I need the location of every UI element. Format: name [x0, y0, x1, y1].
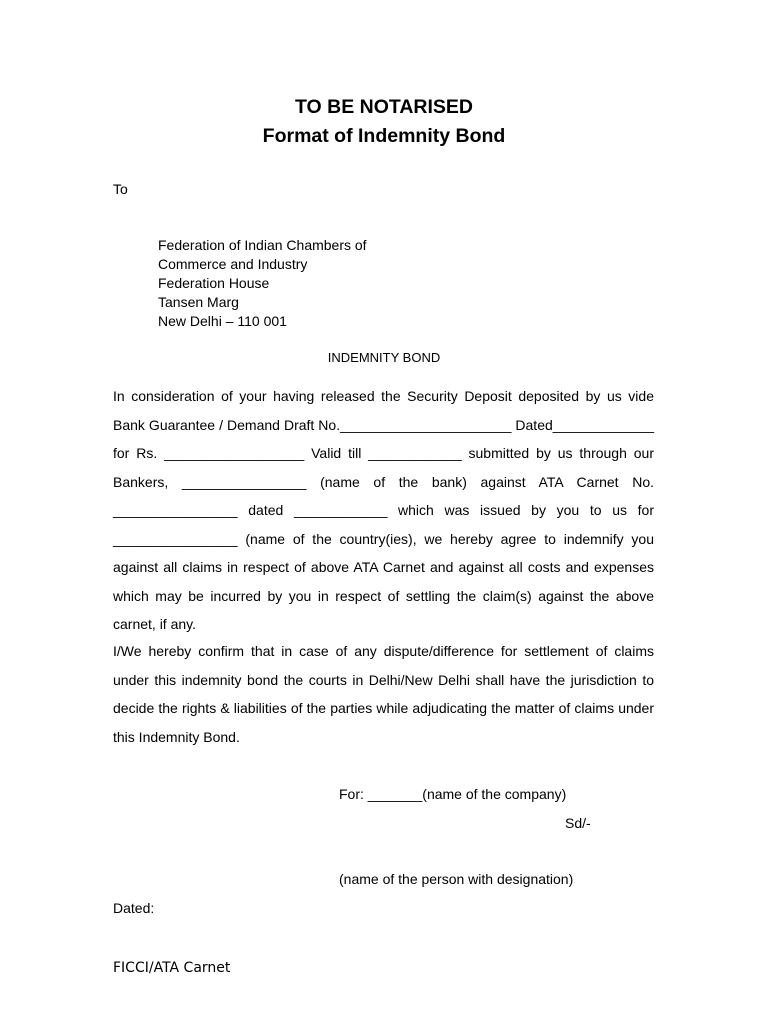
address-line: Federation House — [158, 274, 270, 291]
address-line: New Delhi – 110 001 — [158, 312, 287, 329]
page-footer: FICCI/ATA Carnet — [113, 960, 231, 976]
recipient-address — [158, 236, 367, 331]
address-line: Tansen Marg — [158, 293, 239, 310]
signatory-designation-line: (name of the person with designation) — [339, 871, 574, 887]
consideration-paragraph: In consideration of your having released the Security Deposit deposited by us vide Bank Guarantee / Demand Draft No.______________________ Dated_____________ for Rs. __________________ Valid till ____________ submitted by us through our Bankers, ________________ (name of the bank) against ATA Carnet No. ________________ dated ____________ which was issued by you to us for ________________ (name of the country(ies), we hereby agree to indemnify you against all claims in respect of above ATA Carnet and against all costs and expenses which may be incurred by you in respect of settling the claim(s) against the above carnet, if any. — [113, 388, 654, 632]
signature-company-line: For: _______(name of the company) — [339, 786, 567, 802]
indemnity-bond-subheading: INDEMNITY BOND — [327, 350, 441, 365]
address-line: Federation of Indian Chambers of — [158, 237, 367, 253]
address-line: Commerce and Industry — [158, 255, 308, 272]
notarise-heading: TO BE NOTARISED — [294, 96, 474, 118]
signature-sd: Sd/- — [565, 815, 591, 831]
jurisdiction-paragraph: I/We hereby confirm that in case of any dispute/difference for settlement of claims under this indemnity bond the courts in Delhi/New Delhi shall have the jurisdiction to decide the rights & liabilities of the parties while adjudicating the matter of claims under this Indemnity Bond. — [113, 643, 654, 745]
to-label: To — [113, 181, 128, 197]
dated-label: Dated: — [113, 900, 155, 916]
document-title: Format of Indemnity Bond — [262, 125, 506, 147]
